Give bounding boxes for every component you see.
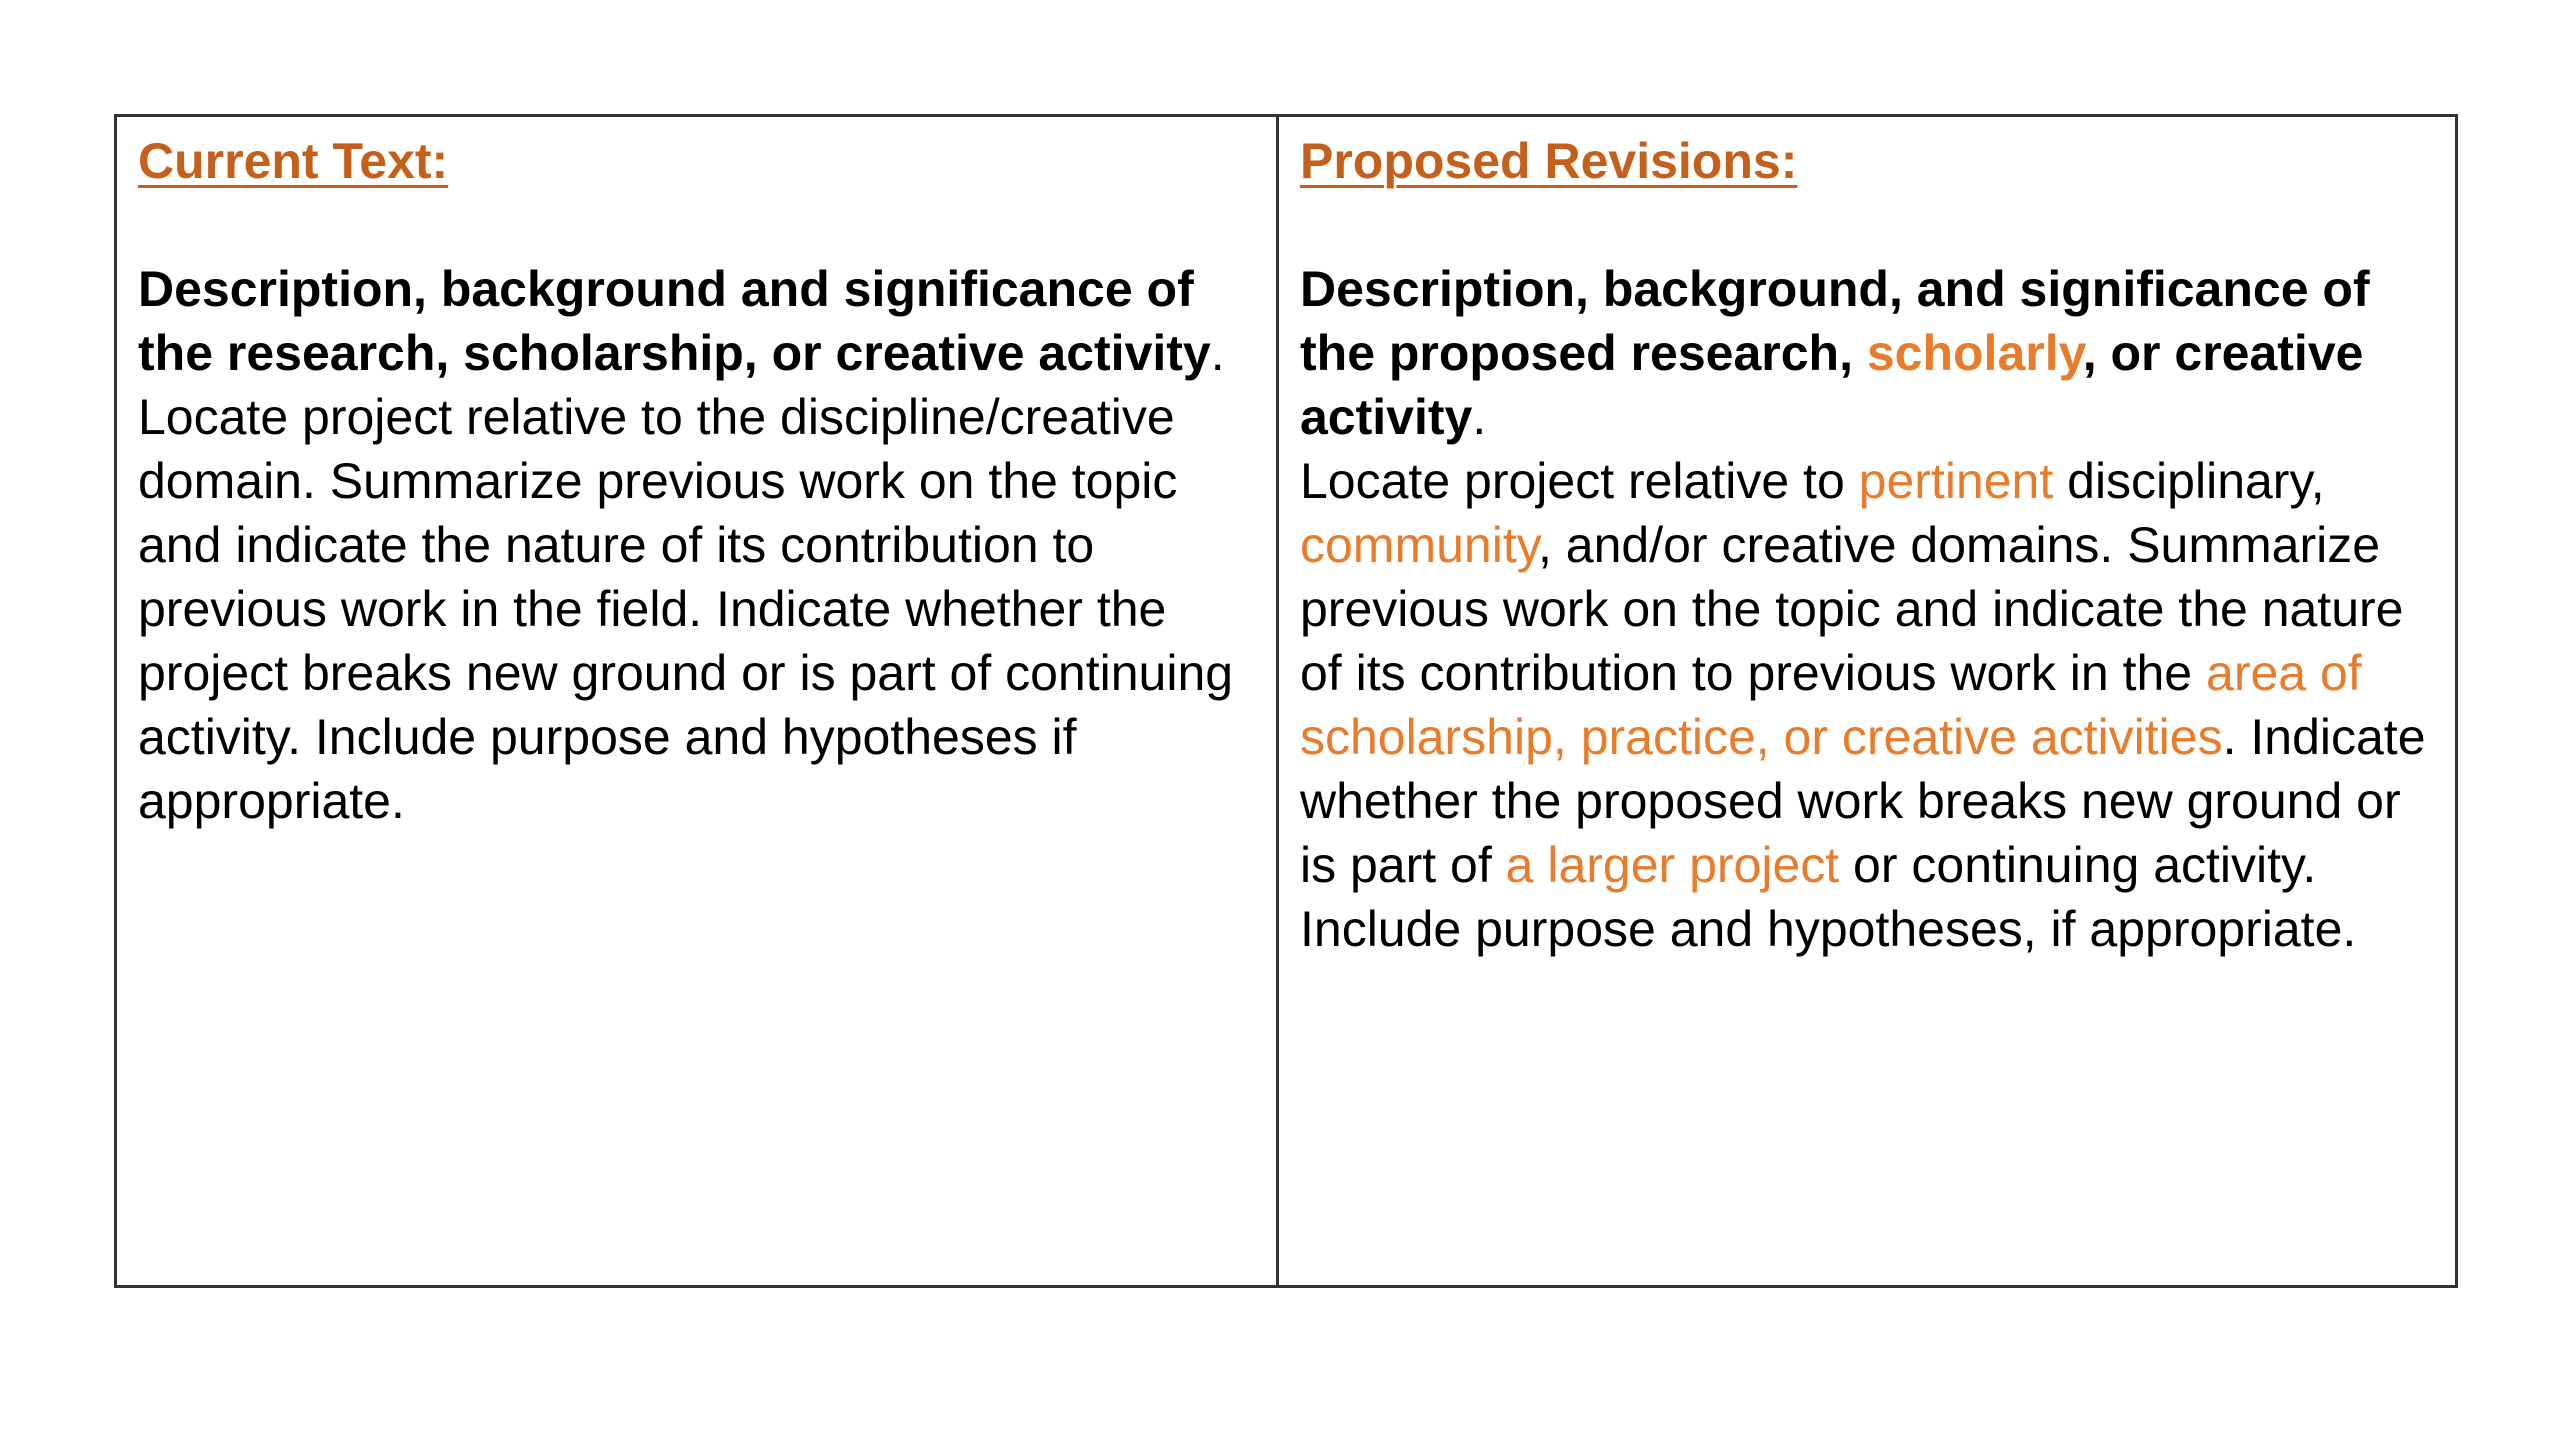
proposed-body-segment: , and/or creative domains. Summarize previous work on the topic and indicate the nature of its contribution to previous work in the: [1300, 517, 2404, 701]
heading-spacer: [138, 193, 1256, 257]
proposed-body-segment: Locate project relative to: [1300, 453, 1859, 509]
current-body-text: Locate project relative to the discipline/creative domain. Summarize previous work on the topic and indicate the nature of its contribution to previous work in the field. Indicate whether the project breaks new ground or is part of continuing activity. Include purpose and hypotheses if appropriate.: [138, 389, 1234, 829]
current-title-bold: Description, background and significance of the research, scholarship, or creative activity: [138, 261, 1211, 381]
proposed-section-title: [1300, 257, 2435, 449]
proposed-body-highlight: community: [1300, 517, 1539, 573]
proposed-body-highlight: a larger project: [1505, 837, 1840, 893]
proposed-body-highlight: pertinent: [1858, 453, 2054, 509]
proposed-revisions-column: [1279, 117, 2455, 1285]
proposed-title-bold-1: Description, background, and significance of the proposed research,: [1300, 261, 2370, 381]
comparison-table: [114, 114, 2458, 1288]
current-title-end: .: [1210, 325, 1225, 381]
proposed-title-highlight: scholarly: [1866, 325, 2083, 381]
current-text-column: [117, 117, 1279, 1285]
heading-spacer: [1300, 193, 2435, 257]
proposed-body-text: [1300, 449, 2435, 961]
current-section-title: [138, 257, 1256, 385]
proposed-body-segment: disciplinary,: [2053, 453, 2325, 509]
proposed-revisions-heading: Proposed Revisions:: [1300, 133, 1798, 189]
proposed-body-segment: or continuing activity. Include purpose and hypotheses, if appropriate.: [1300, 837, 2357, 957]
proposed-body-highlight: area of scholarship, practice, or creative activities: [1300, 645, 2362, 765]
proposed-title-end: .: [1472, 389, 1487, 445]
proposed-title-bold-2: , or creative activity: [1300, 325, 2364, 445]
proposed-body-segment: . Indicate whether the proposed work breaks new ground or is part of: [1300, 709, 2426, 893]
current-text-heading: Current Text:: [138, 133, 449, 189]
